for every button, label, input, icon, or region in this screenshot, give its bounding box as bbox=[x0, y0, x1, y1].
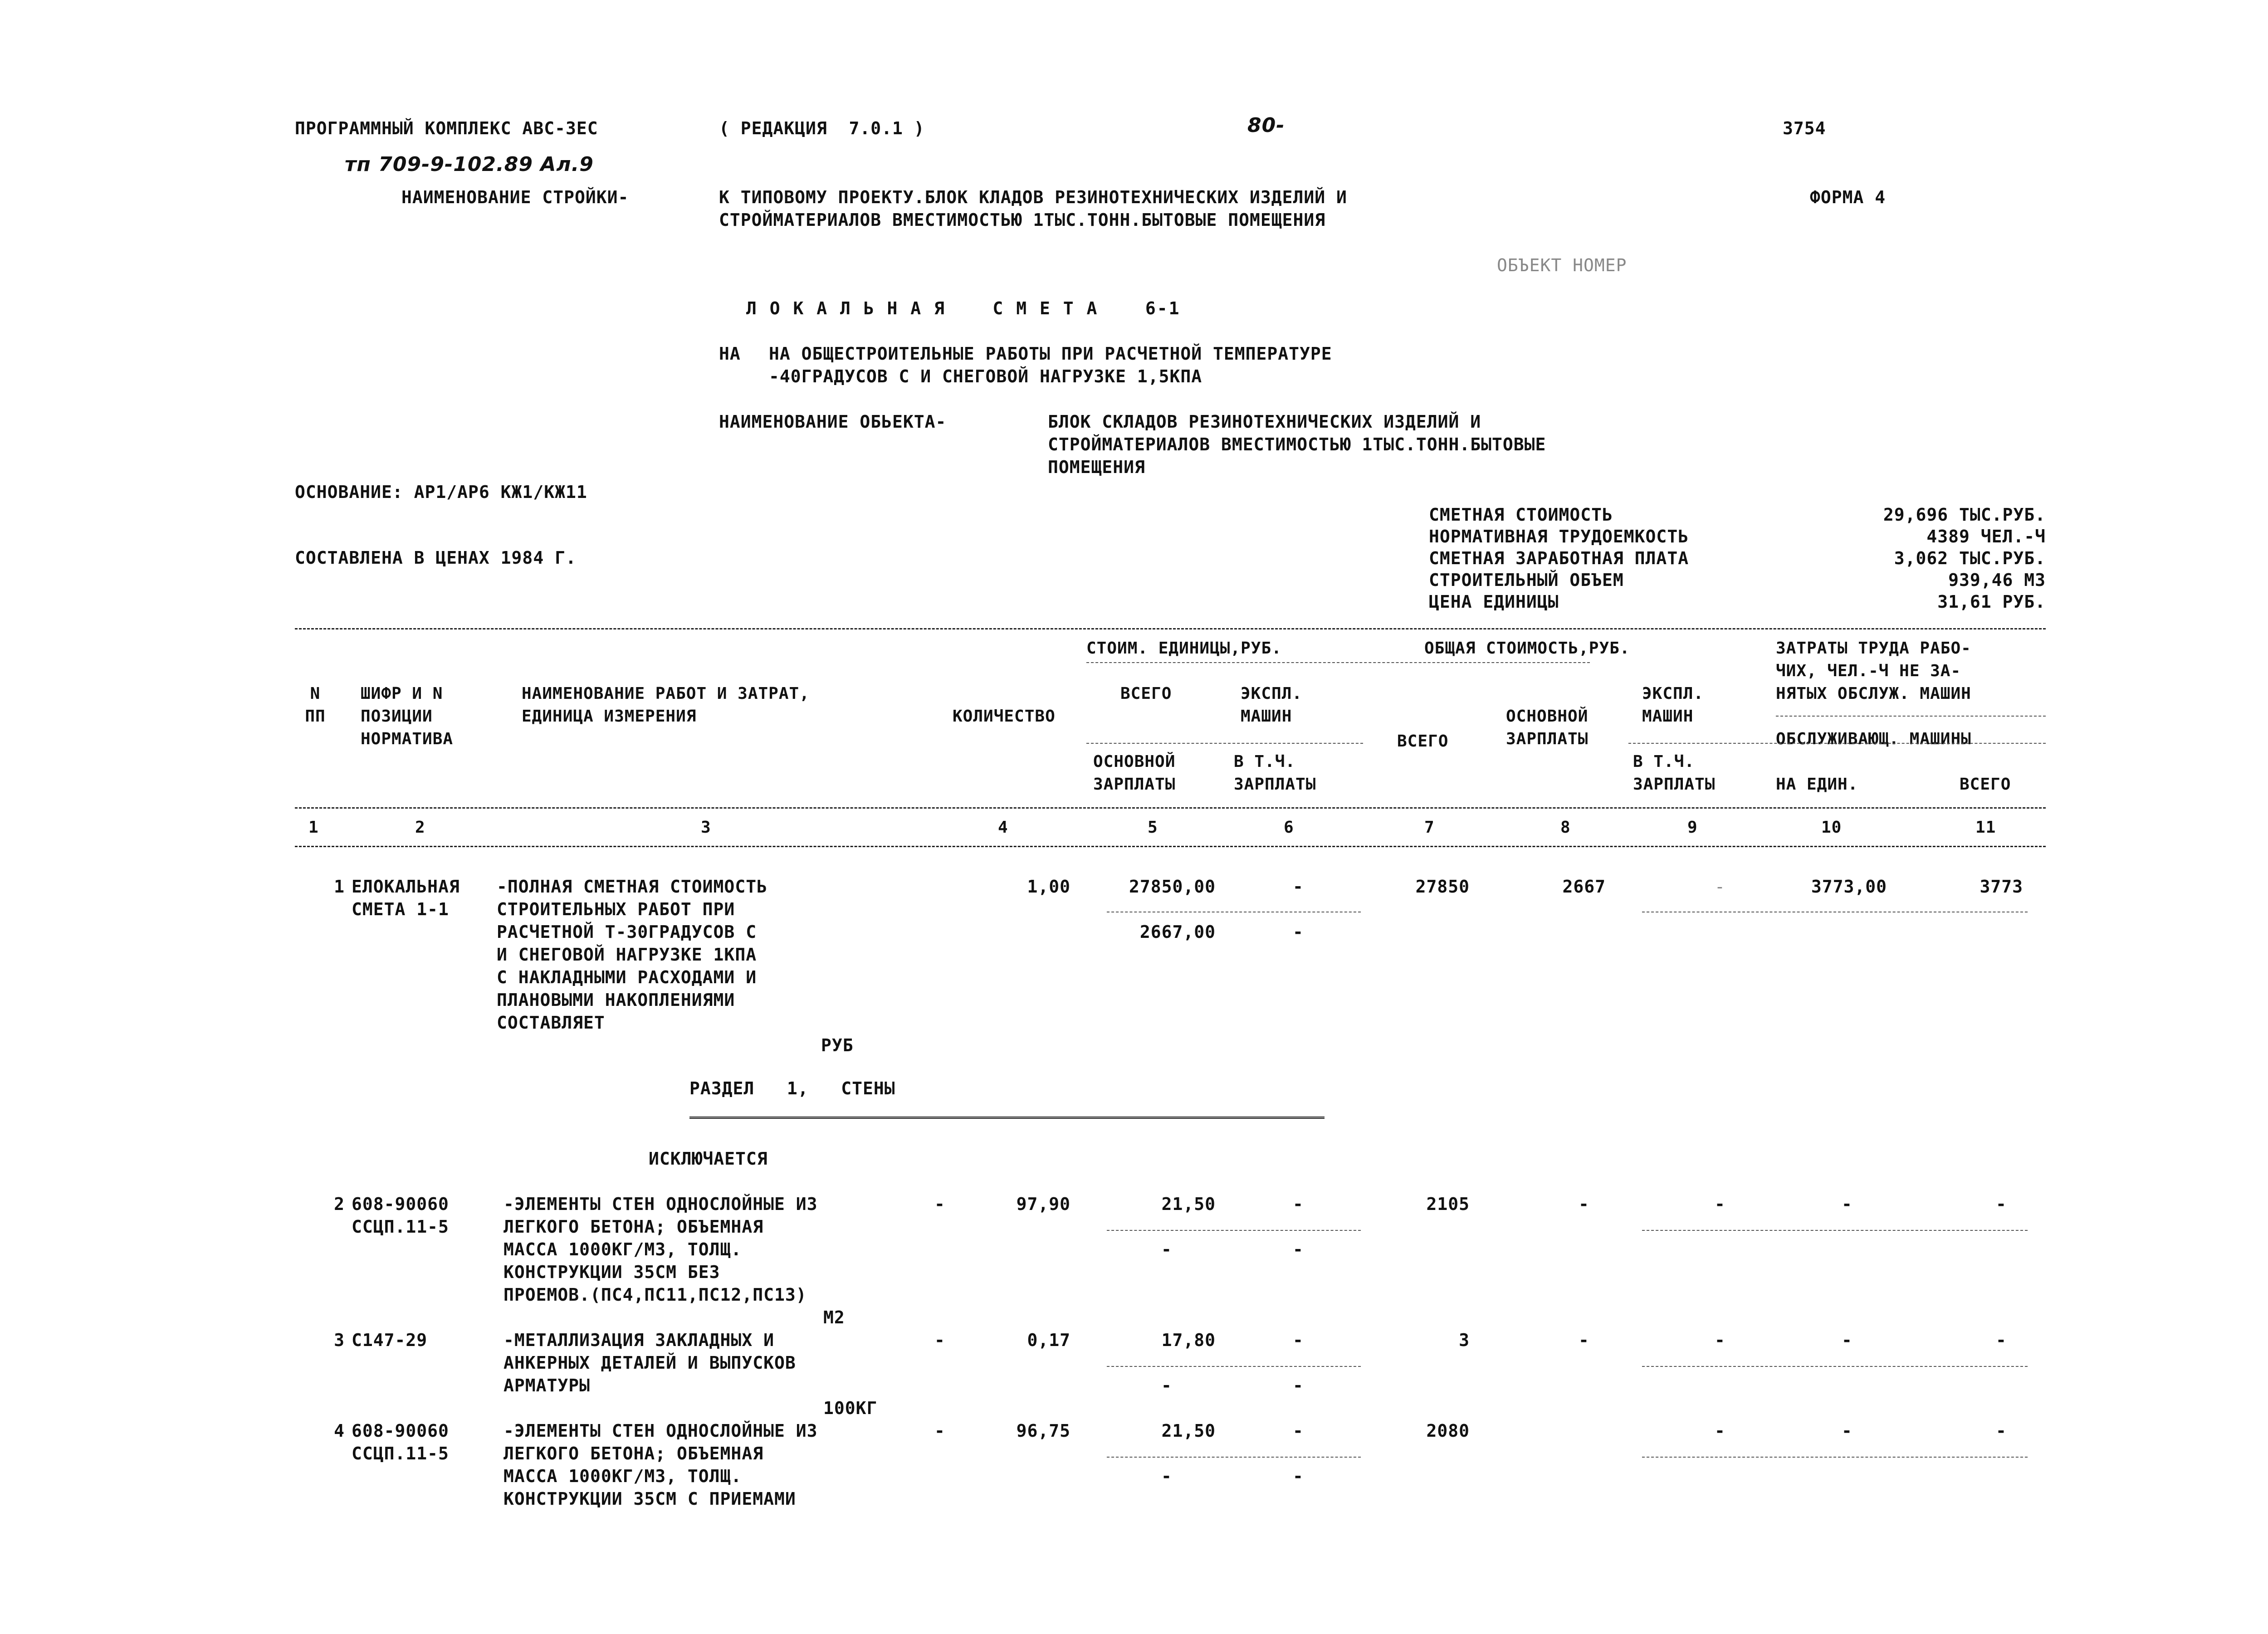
table-top-rule bbox=[295, 628, 2046, 629]
row-underline bbox=[1107, 1457, 1361, 1458]
summary-value: 31,61 РУБ. bbox=[1937, 592, 2046, 612]
col-number: 2 bbox=[415, 818, 425, 837]
row-total: 27850 bbox=[1415, 877, 1470, 897]
summary-label: НОРМАТИВНАЯ ТРУДОЕМКОСТЬ bbox=[1429, 527, 1689, 546]
row-unit-mach-wage: - bbox=[1293, 922, 1304, 942]
row-labor-total: 3773 bbox=[1980, 877, 2023, 897]
col-header-unit-wage: ОСНОВНОЙ ЗАРПЛАТЫ bbox=[1093, 752, 1176, 794]
row-quantity: 1,00 bbox=[1027, 877, 1070, 897]
excluded-label: ИСКЛЮЧАЕТСЯ bbox=[649, 1149, 768, 1169]
summary-value: 939,46 М3 bbox=[1948, 570, 2046, 590]
row-labor-total: - bbox=[1996, 1421, 2007, 1441]
row-unit-wage: 2667,00 bbox=[1139, 922, 1216, 942]
col-header-unit-cost: СТОИМ. ЕДИНИЦЫ,РУБ. bbox=[1086, 639, 1282, 658]
col-header-unit-mach-wage: В Т.Ч. ЗАРПЛАТЫ bbox=[1234, 752, 1316, 794]
row-labor-unit: - bbox=[1842, 1421, 1853, 1441]
section-underline bbox=[689, 1117, 1325, 1119]
doc-number: 3754 bbox=[1783, 118, 1826, 138]
row-code: 608-90060 ССЦП.11-5 bbox=[352, 1194, 449, 1237]
row-unit-wage: - bbox=[1161, 1375, 1172, 1395]
row-underline bbox=[1642, 1230, 2028, 1231]
header-bottom-rule bbox=[295, 807, 2046, 809]
summary-value: 29,696 ТЫС.РУБ. bbox=[1883, 505, 2046, 525]
row-number: 2 bbox=[334, 1194, 345, 1214]
row-labor-unit: - bbox=[1842, 1330, 1853, 1350]
row-labor-unit: 3773,00 bbox=[1811, 877, 1887, 897]
summary-label: ЦЕНА ЕДИНИЦЫ bbox=[1429, 592, 1559, 612]
row-total-machines: - bbox=[1715, 877, 1725, 897]
col-header-total-mach-wage: В Т.Ч. ЗАРПЛАТЫ bbox=[1633, 752, 1716, 794]
header-subrule bbox=[1776, 716, 2046, 717]
row-total-machines: - bbox=[1715, 1330, 1725, 1350]
row-number: 1 bbox=[334, 877, 345, 897]
row-total-machines: - bbox=[1715, 1421, 1725, 1441]
header-subrule bbox=[1086, 743, 1363, 744]
col-header-unit-machines: ЭКСПЛ. МАШИН bbox=[1241, 684, 1303, 726]
work-description: НА ОБЩЕСТРОИТЕЛЬНЫЕ РАБОТЫ ПРИ РАСЧЕТНОЙ ТЕМПЕРАТУРЕ -40ГРАДУСОВ С И СНЕГОВОЙ НАГРУЗКЕ 1,5КПА bbox=[769, 344, 1332, 386]
row-unit-machines: - bbox=[1293, 877, 1304, 897]
row-unit-machines: - bbox=[1293, 1194, 1304, 1214]
row-quantity: 96,75 bbox=[1016, 1421, 1070, 1441]
col-header-name: НАИМЕНОВАНИЕ РАБОТ И ЗАТРАТ, ЕДИНИЦА ИЗМЕРЕНИЯ bbox=[522, 684, 810, 726]
row-total-wage: - bbox=[1579, 1330, 1589, 1350]
object-number: ОБЪЕКТ НОМЕР bbox=[1497, 255, 1627, 275]
construction-label: НАИМЕНОВАНИЕ СТРОЙКИ- bbox=[401, 187, 629, 207]
summary-label: СМЕТНАЯ СТОИМОСТЬ bbox=[1429, 505, 1613, 525]
row-quantity: 97,90 bbox=[1016, 1194, 1070, 1214]
row-total: 3 bbox=[1459, 1330, 1470, 1350]
row-name: -ПОЛНАЯ СМЕТНАЯ СТОИМОСТЬ СТРОИТЕЛЬНЫХ РАБОТ ПРИ РАСЧЕТНОЙ Т-30ГРАДУСОВ С И СНЕГОВОЙ НАГРУЗКЕ 1КПА С НАКЛАДНЫМИ РАСХОДАМИ И ПЛАНОВЫМИ НАКОПЛЕНИЯМИ СОСТАВЛЯЕТ bbox=[497, 877, 767, 1033]
col-number: 1 bbox=[308, 818, 319, 837]
col-header-unit-total: ВСЕГО bbox=[1120, 684, 1172, 703]
construction-name: К ТИПОВОМУ ПРОЕКТУ.БЛОК КЛАДОВ РЕЗИНОТЕХНИЧЕСКИХ ИЗДЕЛИЙ И СТРОЙМАТЕРИАЛОВ ВМЕСТИМОСТЬЮ 1ТЫС.ТОНН.БЫТОВЫЕ ПОМЕЩЕНИЯ bbox=[719, 187, 1347, 230]
row-code: С147-29 bbox=[352, 1330, 428, 1350]
row-underline bbox=[1107, 1366, 1361, 1367]
col-header-total-cost: ОБЩАЯ СТОИМОСТЬ,РУБ. bbox=[1424, 639, 1630, 658]
project-code-handwritten: тп 709-9-102.89 Ал.9 bbox=[345, 153, 594, 176]
col-header-labor: ЗАТРАТЫ ТРУДА РАБО- ЧИХ, ЧЕЛ.-Ч НЕ ЗА- НЯТЫХ ОБСЛУЖ. МАШИН bbox=[1776, 639, 1971, 703]
col-header-quantity: КОЛИЧЕСТВО bbox=[953, 707, 1056, 726]
row-unit: М2 bbox=[823, 1307, 845, 1327]
row-dash: - bbox=[934, 1194, 945, 1214]
col-number: 8 bbox=[1560, 818, 1571, 837]
section-title: РАЗДЕЛ 1, СТЕНЫ bbox=[689, 1078, 895, 1098]
row-number: 4 bbox=[334, 1421, 345, 1441]
form-number: ФОРМА 4 bbox=[1810, 187, 1886, 207]
row-unit: РУБ bbox=[821, 1035, 854, 1055]
row-dash: - bbox=[934, 1421, 945, 1441]
page-number: 80- bbox=[1247, 114, 1285, 137]
col-number: 4 bbox=[998, 818, 1008, 837]
row-name: -ЭЛЕМЕНТЫ СТЕН ОДНОСЛОЙНЫЕ ИЗ ЛЕГКОГО БЕТОНА; ОБЪЕМНАЯ МАССА 1000КГ/М3, ТОЛЩ. КОНСТРУКЦИИ 35СМ С ПРИЕМАМИ bbox=[503, 1421, 818, 1509]
summary-label: СМЕТНАЯ ЗАРАБОТНАЯ ПЛАТА bbox=[1429, 548, 1689, 568]
col-number: 5 bbox=[1148, 818, 1158, 837]
row-total-wage: - bbox=[1579, 1194, 1589, 1214]
row-name: -ЭЛЕМЕНТЫ СТЕН ОДНОСЛОЙНЫЕ ИЗ ЛЕГКОГО БЕТОНА; ОБЪЕМНАЯ МАССА 1000КГ/М3, ТОЛЩ. КОНСТРУКЦИИ 35СМ БЕЗ ПРОЕМОВ.(ПС4,ПС11,ПС12,ПС13) bbox=[503, 1194, 818, 1305]
col-header-code: ШИФР И N ПОЗИЦИИ НОРМАТИВА bbox=[361, 684, 454, 748]
row-unit-total: 21,50 bbox=[1161, 1421, 1216, 1441]
row-unit-total: 21,50 bbox=[1161, 1194, 1216, 1214]
row-unit-machines: - bbox=[1293, 1330, 1304, 1350]
row-name: -МЕТАЛЛИЗАЦИЯ ЗАКЛАДНЫХ И АНКЕРНЫХ ДЕТАЛЕЙ И ВЫПУСКОВ АРМАТУРЫ bbox=[503, 1330, 796, 1395]
row-unit-total: 17,80 bbox=[1161, 1330, 1216, 1350]
header-subrule bbox=[1086, 662, 1590, 663]
row-code: ЕЛОКАЛЬНАЯ СМЕТА 1-1 bbox=[352, 877, 460, 919]
row-unit: 100КГ bbox=[823, 1398, 878, 1418]
row-labor-unit: - bbox=[1842, 1194, 1853, 1214]
col-header-labor-unit: НА ЕДИН. bbox=[1776, 775, 1858, 794]
col-header-total-machines: ЭКСПЛ. МАШИН bbox=[1642, 684, 1704, 726]
row-labor-total: - bbox=[1996, 1330, 2007, 1350]
row-unit-mach-wage: - bbox=[1293, 1466, 1304, 1486]
basis: ОСНОВАНИЕ: АР1/АР6 КЖ1/КЖ11 bbox=[295, 482, 587, 502]
row-unit-mach-wage: - bbox=[1293, 1375, 1304, 1395]
object-name: БЛОК СКЛАДОВ РЕЗИНОТЕХНИЧЕСКИХ ИЗДЕЛИЙ И СТРОЙМАТЕРИАЛОВ ВМЕСТИМОСТЬЮ 1ТЫС.ТОНН.БЫТОВЫЕ ПОМЕЩЕНИЯ bbox=[1048, 412, 1546, 477]
row-underline bbox=[1642, 1457, 2028, 1458]
row-unit-total: 27850,00 bbox=[1129, 877, 1216, 897]
col-number: 10 bbox=[1821, 818, 1842, 837]
row-total: 2080 bbox=[1426, 1421, 1470, 1441]
row-unit-wage: - bbox=[1161, 1239, 1172, 1259]
row-quantity: 0,17 bbox=[1027, 1330, 1070, 1350]
program-name: ПРОГРАММНЫЙ КОМПЛЕКС АВС-3ЕС bbox=[295, 118, 598, 138]
summary-value: 3,062 ТЫС.РУБ. bbox=[1894, 548, 2046, 568]
row-labor-total: - bbox=[1996, 1194, 2007, 1214]
object-label: НАИМЕНОВАНИЕ ОБЬЕКТА- bbox=[719, 412, 947, 432]
row-code: 608-90060 ССЦП.11-5 bbox=[352, 1421, 449, 1463]
row-underline bbox=[1642, 1366, 2028, 1367]
row-dash: - bbox=[934, 1330, 945, 1350]
col-number: 9 bbox=[1687, 818, 1698, 837]
col-number-rule bbox=[295, 846, 2046, 847]
col-number: 3 bbox=[701, 818, 711, 837]
row-underline bbox=[1107, 1230, 1361, 1231]
col-header-number: N ПП bbox=[305, 684, 326, 726]
col-header-labor-total: ВСЕГО bbox=[1960, 775, 2011, 794]
row-unit-machines: - bbox=[1293, 1421, 1304, 1441]
summary-value: 4389 ЧЕЛ.-Ч bbox=[1926, 527, 2046, 546]
price-basis: СОСТАВЛЕНА В ЦЕНАХ 1984 Г. bbox=[295, 548, 577, 568]
row-unit-wage: - bbox=[1161, 1466, 1172, 1486]
summary-label: СТРОИТЕЛЬНЫЙ ОБЪЕМ bbox=[1429, 570, 1624, 590]
col-header-total: ВСЕГО bbox=[1397, 732, 1449, 751]
row-unit-mach-wage: - bbox=[1293, 1239, 1304, 1259]
on-label: НА bbox=[719, 344, 741, 364]
row-total-machines: - bbox=[1715, 1194, 1725, 1214]
col-header-machine-service: ОБСЛУЖИВАЮЩ. МАШИНЫ bbox=[1776, 730, 1971, 748]
row-number: 3 bbox=[334, 1330, 345, 1350]
col-number: 7 bbox=[1424, 818, 1435, 837]
col-number: 11 bbox=[1975, 818, 1996, 837]
col-number: 6 bbox=[1284, 818, 1294, 837]
row-total: 2105 bbox=[1426, 1194, 1470, 1214]
col-header-total-wage: ОСНОВНОЙ ЗАРПЛАТЫ bbox=[1506, 707, 1589, 748]
edition: ( РЕДАКЦИЯ 7.0.1 ) bbox=[719, 118, 925, 138]
row-total-wage: 2667 bbox=[1562, 877, 1606, 897]
header-subrule bbox=[1628, 743, 2046, 744]
estimate-title: Л О К А Л Ь Н А Я С М Е Т А 6-1 bbox=[746, 298, 1181, 318]
